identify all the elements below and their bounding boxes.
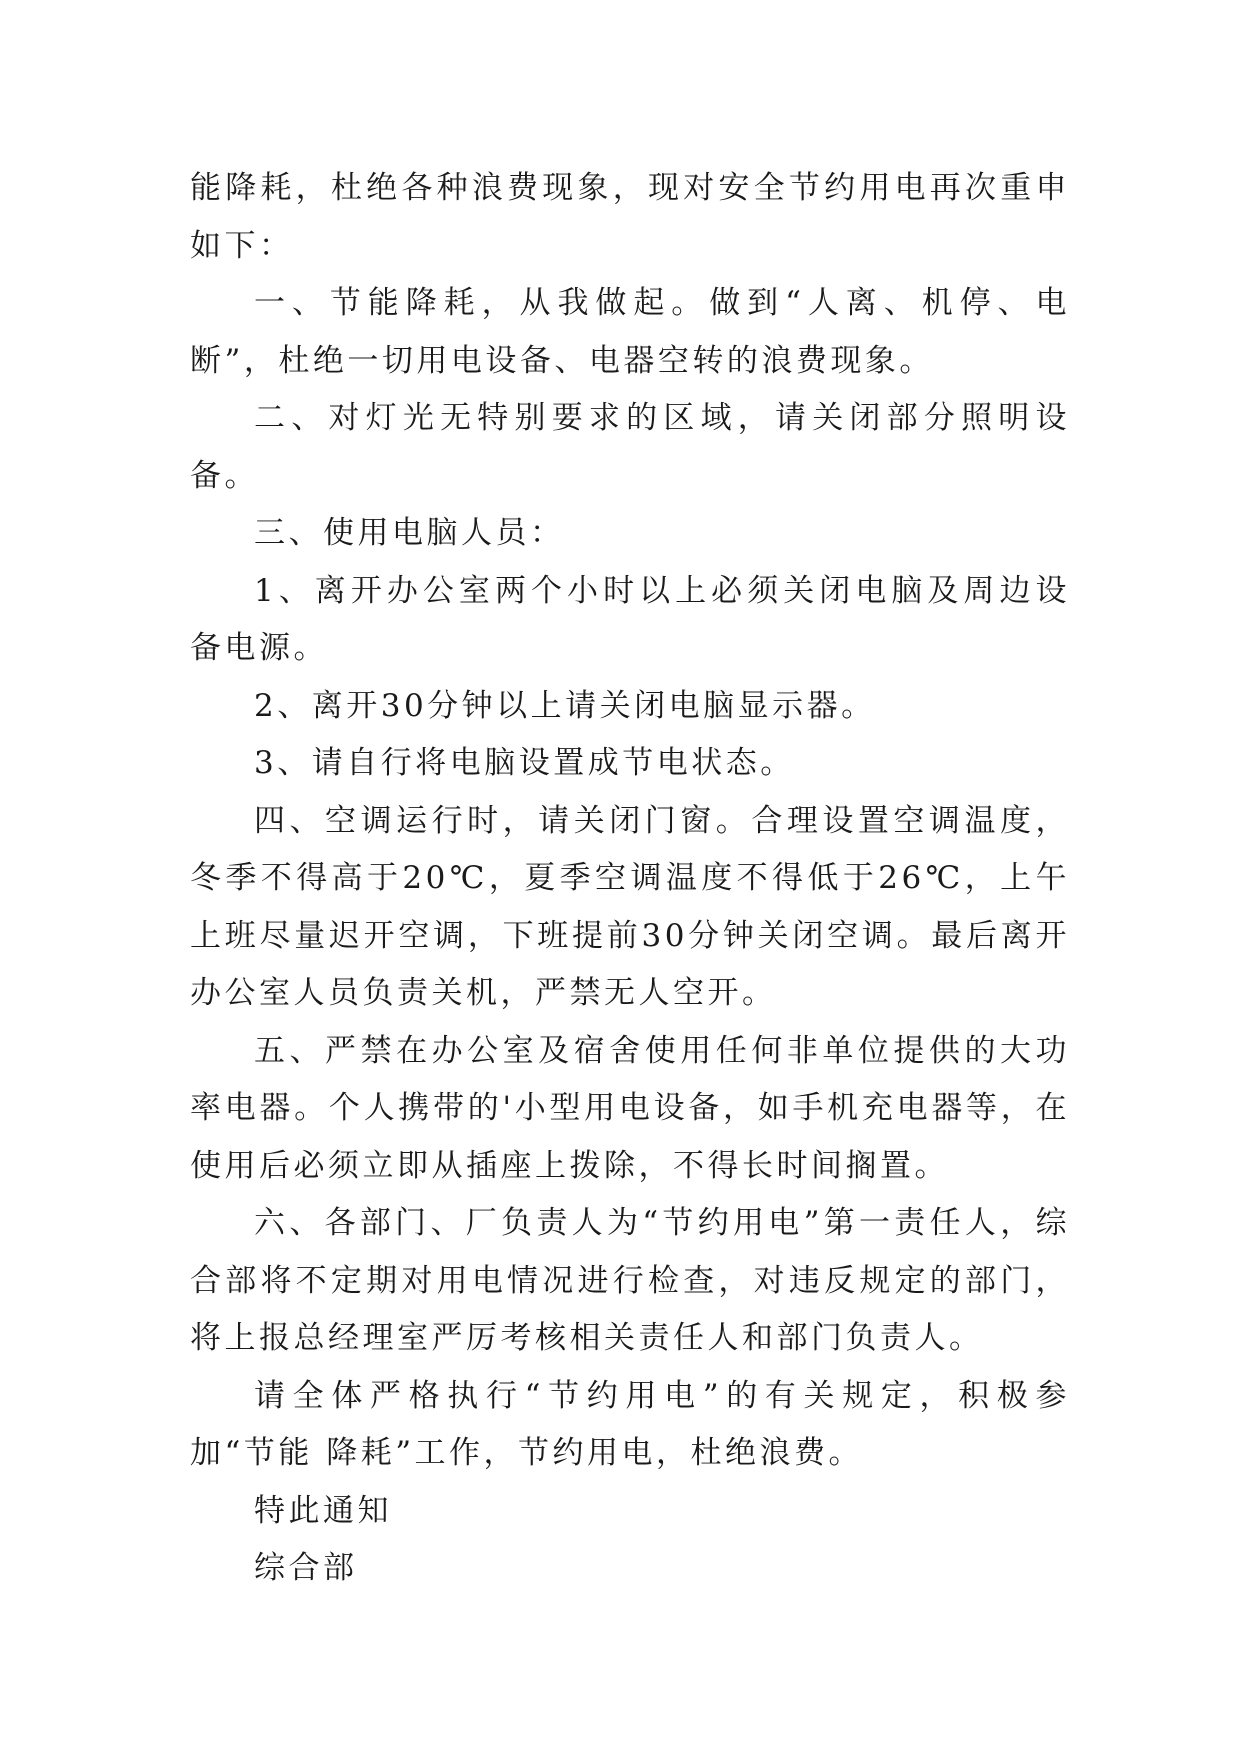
paragraph-item-four: 四、空调运行时，请关闭门窗。合理设置空调温度，冬季不得高于20℃，夏季空调温度不得低于26℃，上午上班尽量迟开空调，下班提前30分钟关闭空调。最后离开办公室人员负责关机，严禁无人空开。 [190,802,1070,1011]
document-body [190,160,1070,1598]
paragraph-item-one: 一、节能降耗，从我做起。做到“人离、机停、电断”，杜绝一切用电设备、电器空转的浪费现象。 [190,285,1070,379]
paragraph-notice-line: 特此通知 [254,1492,392,1529]
paragraph-intro-continuation: 能降耗，杜绝各种浪费现象，现对安全节约用电再次重申如下： [190,170,1070,264]
paragraph-signature-department: 综合部 [254,1550,358,1586]
paragraph-item-three: 三、使用电脑人员： [254,515,565,551]
paragraph-subitem-3: 3、请自行将电脑设置成节电状态。 [254,745,795,781]
paragraph-subitem-2: 2、离开30分钟以上请关闭电脑显示器。 [254,687,876,724]
paragraph-item-six: 六、各部门、厂负责人为“节约用电”第一责任人，综合部将不定期对用电情况进行检查，对违反规定的部门，将上报总经理室严厉考核相关责任人和部门负责人。 [190,1205,1070,1356]
paragraph-item-five: 五、严禁在办公室及宿舍使用任何非单位提供的大功率电器。个人携带的'小型用电设备，如手机充电器等，在使用后必须立即从插座上拨除，不得长时间搁置。 [190,1032,1070,1184]
paragraph-item-two: 二、对灯光无特别要求的区域，请关闭部分照明设备。 [190,400,1070,494]
paragraph-closing-request: 请全体严格执行“节约用电”的有关规定，积极参加“节能 降耗”工作，节约用电，杜绝浪费。 [190,1377,1070,1471]
paragraph-subitem-1: 1、离开办公室两个小时以上必须关闭电脑及周边设备电源。 [190,572,1070,666]
